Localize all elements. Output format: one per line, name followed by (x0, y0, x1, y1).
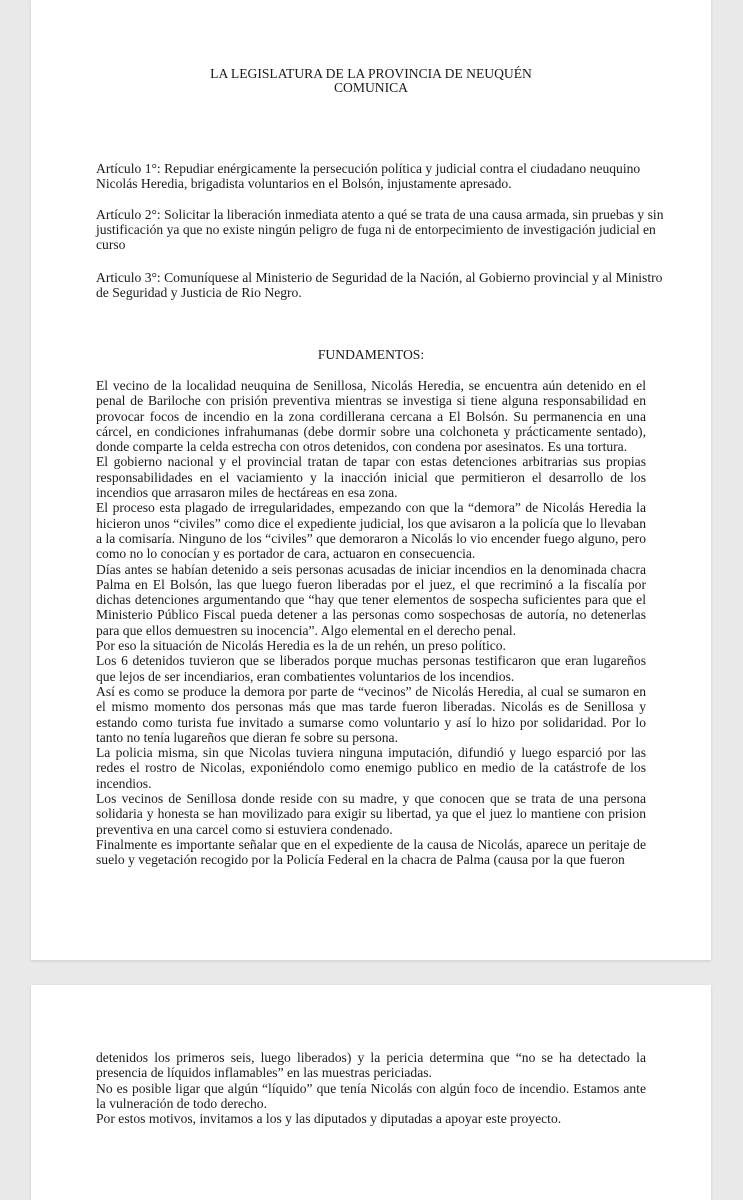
paragraph: Los vecinos de Senillosa donde reside con su madre, y que conocen que se trata de una persona solidaria y honesta se han movilizado para exigir su libertad, ya que el juez lo mantiene con prision preventiva en una carcel como si estuviera condenado. (96, 791, 646, 837)
paragraph: Los 6 detenidos tuvieron que se liberados porque muchas personas testificaron que eran lugareños que lejos de ser incendiarios, eran combatientes voluntarios de los incendios. (96, 653, 646, 684)
continuation-body (96, 1050, 646, 1126)
paragraph: Finalmente es importante señalar que en el expediente de la causa de Nicolás, aparece un peritaje de suelo y vegetación recogido por la Policía Federal en la chacra de Palma (causa por la que fueron (96, 836, 646, 868)
paragraph: No es posible ligar que algún “líquido” que tenía Nicolás con algún foco de incendio. Estamos ante la vulneración de todo derecho. (96, 1080, 646, 1111)
paragraph: Por estos motivos, invitamos a los y las diputados y diputadas a apoyar este proyecto. (96, 1111, 562, 1127)
document-subtitle: COMUNICA (333, 80, 408, 95)
article-2: Artículo 2°: Solicitar la liberación inmediata atento a qué se trata de una causa armada, sin pruebas y sin justificación ya que no existe ningún peligro de fuga ni de entorpecimiento de investigación judicial en curso (96, 207, 664, 252)
paragraph: Así es como se produce la demora por parte de “vecinos” de Nicolás Heredia, al cual se sumaron en el mismo momento dos personas más que mas tarde fueron liberadas. Nicolás es de Senillosa y estando como turista fue invitado a sumarse como voluntario y así lo hizo por solidaridad. Por lo tanto no tenía lugareños que dieran fe sobre su persona. (96, 683, 646, 745)
article-3: Articulo 3°: Comuníquese al Ministerio de Seguridad de la Nación, al Gobierno provincial y al Ministro de Seguridad y Justicia de Rio Negro. (96, 270, 663, 300)
paragraph: Días antes se habían detenido a seis personas acusadas de iniciar incendios en la denominada chacra Palma en El Bolsón, las que luego fueron liberadas por el juez, el que recriminó a la fiscalía por dichas detenciones argumentando que “hay que tener elementos de sospecha suficientes para que el Ministerio Público Fiscal pueda detener a las personas como sospechosas de autoría, no detenerlas para que ellos demuestren su inocencia”. Algo elemental en el derecho penal. (96, 561, 646, 638)
fundamentos-body (96, 378, 646, 868)
article-1: Artículo 1°: Repudiar enérgicamente la persecución política y judicial contra el ciudadano neuquino Nicolás Heredia, brigadista voluntarios en el Bolsón, injustamente apresado. (96, 161, 641, 191)
paragraph: detenidos los primeros seis, luego liberados) y la pericia determina que “no se ha detectado la presencia de líquidos inflamables” en las muestras periciadas. (96, 1050, 646, 1081)
paragraph: El vecino de la localidad neuquina de Senillosa, Nicolás Heredia, se encuentra aún detenido en el penal de Bariloche con prisión preventiva mientras se investiga si tiene alguna responsabilidad en provocar focos de incendio en la zona cordillerana cercana a El Bolsón. Su permanencia en una cárcel, en condiciones infrahumanas (debe dormir sobre una colchoneta y prácticamente sentado), donde comparte la celda estrecha con otros detenidos, con condena por asesinatos. Es una tortura. (96, 378, 646, 455)
paragraph: El gobierno nacional y el provincial tratan de tapar con estas detenciones arbitrarias sus propias responsabilidades en el vaciamiento y la inacción inicial que permitieron el desarrollo de los incendios que arrasaron miles de hectáreas en esa zona. (96, 454, 646, 501)
paragraph: Por eso la situación de Nicolás Heredia es la de un rehén, un preso político. (96, 638, 506, 654)
paragraph: El proceso esta plagado de irregularidades, empezando con que la “demora” de Nicolás Heredia la hicieron unos “civiles” como dice el expediente judicial, los que avisaron a la policía que lo llevaban a la comisaría. Ninguno de los “civiles” que demoraron a Nicolás lo vio encender fuego alguno, pero como no lo conocían y es portador de cara, actuaron en consecuencia. (96, 500, 646, 562)
paragraph: La policia misma, sin que Nicolas tuviera ninguna imputación, difundió y luego esparció por las redes el rostro de Nicolas, exponiéndolo como enemigo publico en medio de la catástrofe de los incendios. (96, 745, 646, 791)
document-page-1 (31, 0, 711, 960)
fundamentos-heading: FUNDAMENTOS: (317, 347, 425, 362)
document-page-2 (31, 985, 711, 1200)
document-title: LA LEGISLATURA DE LA PROVINCIA DE NEUQUÉN (210, 66, 532, 81)
